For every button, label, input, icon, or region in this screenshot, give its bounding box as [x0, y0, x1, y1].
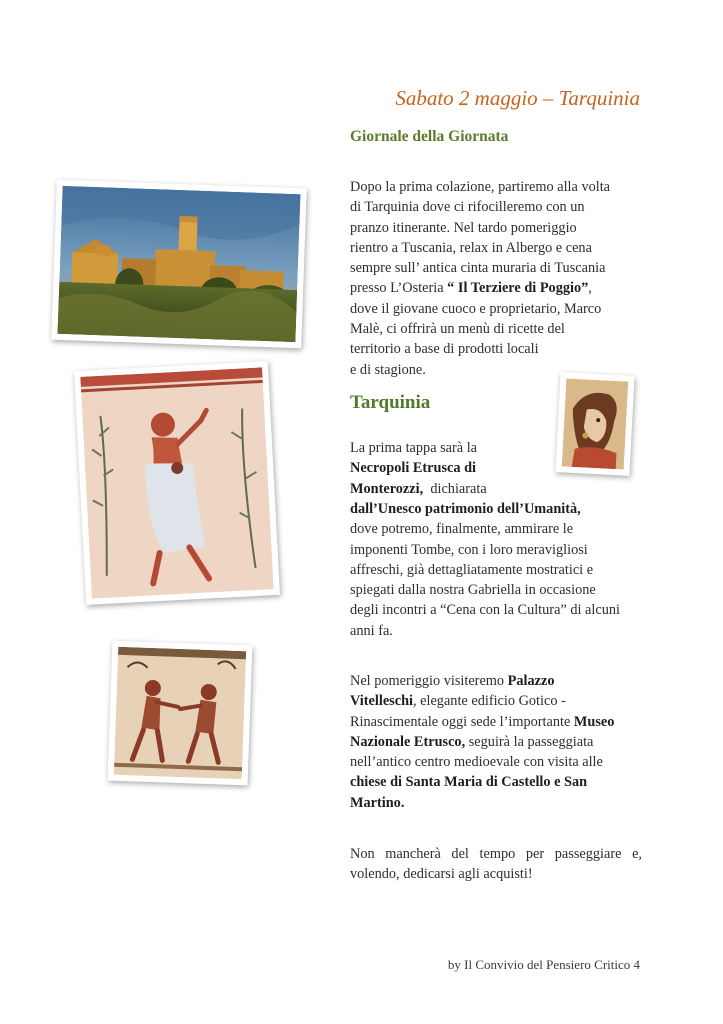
- text-line: Vitelleschi, elegante edificio Gotico -: [350, 693, 566, 710]
- text-line: Necropoli Etrusca di: [350, 460, 477, 477]
- tarquinia-paragraph: [350, 499, 650, 641]
- text-line: anni fa.: [350, 622, 393, 639]
- text-line: affreschi, già dettagliatamente mostratici e: [350, 561, 594, 578]
- text-line: nell’antico centro medioevale con visita alle: [350, 754, 603, 771]
- text-line: Non mancherà del tempo per passeggiare e,: [350, 846, 642, 862]
- section-title: Giornale della Giornata: [350, 128, 509, 145]
- text-line: sempre sull’ antica cinta muraria di Tuscania: [350, 260, 606, 277]
- day-title: Sabato 2 maggio – Tarquinia: [395, 86, 640, 110]
- text-line: spiegati dalla nostra Gabriella in occasione: [350, 582, 596, 599]
- tuscania-church-photo: [51, 180, 306, 349]
- text-line: di Tarquinia dove ci rifocilleremo con un: [350, 199, 585, 216]
- text-line: rientro a Tuscania, relax in Albergo e cena: [350, 239, 592, 256]
- etruscan-fresco-wrestlers: [108, 641, 253, 786]
- text-line: Monterozzi, dichiarata: [350, 480, 487, 497]
- etruscan-fresco-dancer: [74, 361, 280, 605]
- text-line: dove potremo, finalmente, ammirare le: [350, 521, 574, 538]
- text-line: La prima tappa sarà la: [350, 440, 478, 456]
- restaurant-name: “ Il Terziere di Poggio”: [447, 280, 589, 297]
- etruscan-fresco-woman-portrait: [555, 372, 634, 476]
- text-line: Malè, ci offrirà un menù di ricette del: [350, 321, 565, 338]
- tarquinia-heading: Tarquinia: [350, 392, 431, 413]
- text-line: presso L’Osteria “ Il Terziere di Poggio”,: [350, 280, 592, 297]
- text-line: dall’Unesco patrimonio dell’Umanità,: [350, 501, 581, 517]
- text-line: imponenti Tombe, con i loro meravigliosi: [350, 541, 588, 558]
- text-line: Nel pomeriggio visiteremo Palazzo: [350, 673, 555, 689]
- intro-paragraph: [350, 177, 640, 380]
- text-line: chiese di Santa Maria di Castello e San: [350, 774, 588, 791]
- page-footer: by Il Convivio del Pensiero Critico 4: [447, 957, 640, 972]
- tarquinia-paragraph-top: [350, 438, 550, 499]
- text-line: pranzo itinerante. Nel tardo pomeriggio: [350, 219, 577, 236]
- text-line: Rinascimentale oggi sede l’importante Museo: [350, 713, 615, 730]
- text-line: dove il giovane cuoco e proprietario, Marco: [350, 300, 602, 317]
- text-line: territorio a base di prodotti locali: [350, 341, 539, 358]
- text-line: Martino.: [350, 794, 405, 811]
- text-line: degli incontri a “Cena con la Cultura” di alcuni: [350, 602, 620, 619]
- afternoon-paragraph: [350, 671, 640, 813]
- text-line: Nazionale Etrusco, seguirà la passeggiata: [350, 733, 594, 750]
- text-line: Dopo la prima colazione, partiremo alla volta: [350, 179, 611, 195]
- text-line: e di stagione.: [350, 361, 426, 378]
- closing-paragraph: [350, 844, 642, 885]
- text-line: volendo, dedicarsi agli acquisti!: [350, 866, 533, 883]
